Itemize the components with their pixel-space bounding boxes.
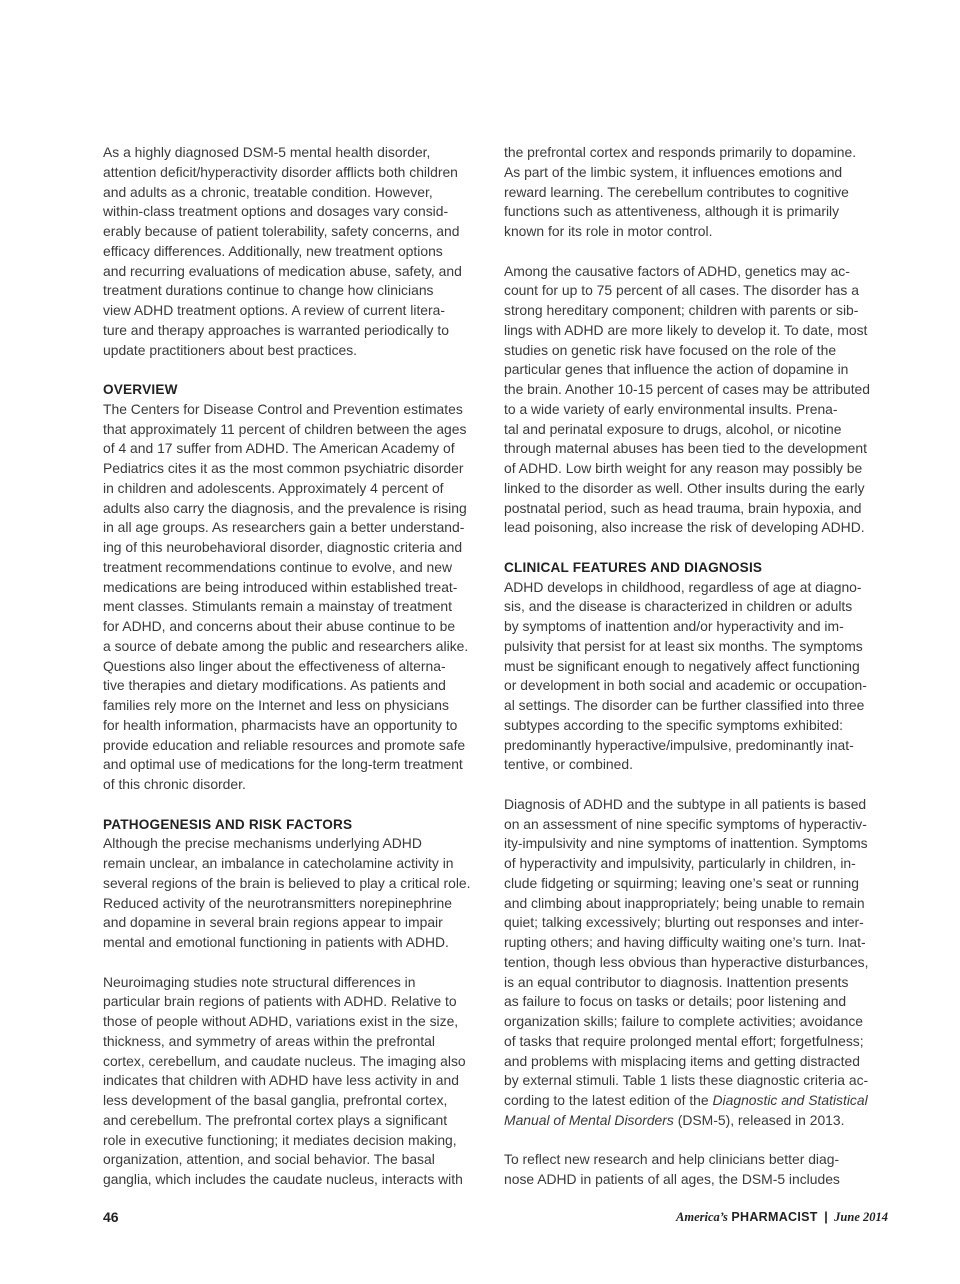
dsm-title-italic: Diagnostic and Statistical	[712, 1092, 868, 1108]
masthead-separator: |	[824, 1210, 828, 1224]
clinical-paragraph-2: Diagnosis of ADHD and the subtype in all patients is based on an assessment of nine specific symptoms of hyperactiv- ity-impulsivity and nine symptoms of inattention. Symptoms of hyperactivity and impulsivity, particularly in children, in- clude fidgeting or squirming; leaving one’s seat or running and climbing about inappropriately; being unable to remain quiet; talking excessively; blurting out responses and inter- rupting others; and having difficulty waiting one’s turn. Inat- tention, though less obvious than hyperactive disturbances, is an equal contributor to diagnosis. Inattention presents as failure to focus on tasks or details; poor listening and organization skills; failure to complete activities; avoidance of tasks that require prolonged mental effort; forgetfulness; and problems with misplacing items and getting distracted by external stimuli. Table 1 lists these diagnostic criteria ac- cording to the latest edition of the Diagnostic and Statistical Manual of Mental Disorders (DSM-5), released in 2013.	[504, 795, 869, 1128]
intro-paragraph: As a highly diagnosed DSM-5 mental health disorder, attention deficit/hyperactivity disorder afflicts both children and adults as a chronic, treatable condition. However, within-class treatment options and dosages vary consid- erably because of patient tolerability, safety concerns, and efficacy differences. Additionally, new treatment options and recurring evaluations of medication abuse, safety, and treatment durations continue to change how clinicians view ADHD treatment options. A review of current litera- ture and therapy approaches is warranted periodically to update practitioners about best practices.	[103, 144, 462, 358]
left-column	[103, 143, 489, 1190]
pathogenesis-paragraph-2: Neuroimaging studies note structural differences in particular brain regions of patients with ADHD. Relative to those of people without ADHD, variations exist in the size, thickness, and symmetry of areas within the prefrontal cortex, cerebellum, and caudate nucleus. The imaging also indicates that children with ADHD have less activity in and less development of the basal ganglia, prefrontal cortex, and cerebellum. The prefrontal cortex plays a significant role in executive functioning; it mediates decision making, organization, attention, and social behavior. The basal ganglia, which includes the caudate nucleus, interacts with	[103, 973, 466, 1187]
page-footer	[103, 1209, 888, 1231]
pathogenesis-heading: PATHOGENESIS AND RISK FACTORS	[103, 816, 353, 832]
right-column	[504, 143, 888, 1190]
pathogenesis-paragraph-3: Among the causative factors of ADHD, genetics may ac- count for up to 75 percent of all cases. The disorder has a strong hereditary component; children with parents or sib- lings with ADHD are more likely to develop it. To date, most studies on genetic risk have focused on the role of the particular genes that influence the action of dopamine in the brain. Another 10-15 percent of cases may be attributed to a wide variety of early environmental insults. Prena- tal and perinatal exposure to drugs, alcohol, or nicotine through maternal abuses has been tied to the development of ADHD. Low birth weight for any reason may possibly be linked to the disorder as well. Other insults during the early postnatal period, such as head trauma, brain hypoxia, and lead poisoning, also increase the risk of developing ADHD.	[504, 262, 871, 536]
issue-date: June 2014	[834, 1210, 888, 1224]
page-number: 46	[103, 1209, 119, 1225]
pathogenesis-paragraph-1: Although the precise mechanisms underlying ADHD remain unclear, an imbalance in catecholamine activity in several regions of the brain is believed to play a critical role. Reduced activity of the neurotransmitters norepinephrine and dopamine in several brain regions appear to impair mental and emotional functioning in patients with ADHD.	[103, 835, 471, 950]
clinical-paragraph-1: ADHD develops in childhood, regardless of age at diagno- sis, and the disease is characterized in children or adults by symptoms of inattention and/or hyperactivity and im- pulsivity that persist for at least six months. The symptoms must be significant enough to negatively affect functioning or development in both social and academic or occupation- al settings. The disorder can be further classified into three subtypes according to the specific symptoms exhibited: predominantly hyperactive/impulsive, predominantly inat- tentive, or combined.	[504, 578, 867, 773]
clinical-heading: CLINICAL FEATURES AND DIAGNOSIS	[504, 559, 763, 575]
masthead	[676, 1210, 888, 1225]
overview-paragraph: The Centers for Disease Control and Prevention estimates that approximately 11 percent of children between the ages of 4 and 17 suffer from ADHD. The American Academy of Pediatrics cites it as the most common psychiatric disorder in children and adolescents. Approximately 4 percent of adults also carry the diagnosis, and the prevalence is rising in all age groups. As researchers gain a better understand- ing of this neurobehavioral disorder, diagnostic criteria and treatment recommendations continue to evolve, and new medications are being introduced within established treat- ment classes. Stimulants remain a mainstay of treatment for ADHD, and concerns about their abuse continue to be a source of debate among the public and researchers alike. Questions also linger about the effectiveness of alterna- tive therapies and dietary modifications. As patients and families rely more on the Internet and less on physicians for health information, pharmacists have an opportunity to provide education and reliable resources and promote safe and optimal use of medications for the long-term treatment of this chronic disorder.	[103, 400, 469, 792]
masthead-brand-bold: PHARMACIST	[731, 1210, 818, 1224]
clinical-paragraph-3: To reflect new research and help clinicians better diag- nose ADHD in patients of all ages, the DSM-5 includes	[504, 1151, 840, 1187]
masthead-brand-italic: America’s	[676, 1210, 728, 1224]
dsm-title-italic-continued: Manual of Mental Disorders	[504, 1111, 674, 1128]
overview-heading: OVERVIEW	[103, 382, 178, 397]
pathogenesis-paragraph-2-continued: the prefrontal cortex and responds primarily to dopamine. As part of the limbic system, it influences emotions and reward learning. The cerebellum contributes to cognitive functions such as attentiveness, although it is primarily known for its role in motor control.	[504, 144, 857, 239]
